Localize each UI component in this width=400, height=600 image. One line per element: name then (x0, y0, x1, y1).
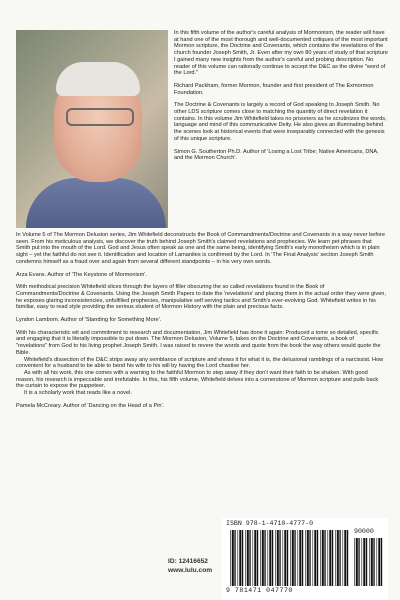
barcode-bar (358, 538, 359, 586)
barcode-bar (247, 530, 249, 586)
barcode-bar (363, 538, 365, 586)
credit-packham: Richard Packham, former Mormon, founder and first president of The Exmormon Foundation. (174, 82, 374, 96)
barcode-bar (347, 530, 348, 586)
barcode-bar (253, 530, 254, 586)
barcode-bar (264, 530, 265, 586)
barcode-bar (339, 530, 340, 586)
barcode-bar (294, 530, 295, 586)
barcode-bar (378, 538, 380, 586)
barcode-bar (317, 530, 318, 586)
barcode-bar (292, 530, 294, 586)
barcode-bar (307, 530, 309, 586)
barcode-bar (298, 530, 299, 586)
review-mccreary-1: With his characteristic wit and commitment to research and documentation, Jim Whitefield has done it again: Produced a tome so detailed, specific and engaging that it is literally impossible to put down. The Mormon Delusion, Volume 5, takes on the Doctrine and Covenants, a book of "revelations" from God to his living prophet Joseph Smith. I was raised to revere the words and quote from the book the way others would quote the Bible. (16, 329, 381, 356)
barcode-bar (260, 530, 261, 586)
publisher-url: www.lulu.com (168, 567, 213, 574)
barcode-bar (369, 538, 370, 586)
barcode-block (222, 518, 388, 600)
barcode-bar (381, 538, 382, 586)
barcode-bar (249, 530, 250, 586)
barcode-bar (362, 538, 363, 586)
review-southerton: The Doctrine & Covenants is largely a record of God speaking to Joseph Smith. No other LDS scripture comes close to matching the quantity of direct revelation it contains. In this volume Jim Whitefield takes no prisoners as he scrutinizes the words, language and mind of this communicative Deity. He also gives an illuminating behind the scenes look at historical events that were inseparably connected with the genesis of this unique scripture. (174, 102, 387, 142)
credit-mccreary: Pamela McCreary. Author of 'Dancing on the Head of a Pin'. (16, 402, 165, 409)
barcode-bar (373, 538, 374, 586)
review-packham: In this fifth volume of the author's careful analysis of Mormonism, the reader will have at hand one of the most thorough and well-documented critiques of the most important Mormon scripture, the Doctrine and Covenants, which contains the revelations of the church founder Joseph Smith, Jr. Even after my own 80 years of study of that scripture I gained many new insights from the author's careful and probing description. No reader of this volume can rationally continue to accept the D&C as the divine "word of the Lord." (174, 30, 388, 77)
barcode-bar (337, 530, 339, 586)
barcode-bar (268, 530, 269, 586)
barcode-bar (230, 530, 231, 586)
barcode-bar (302, 530, 303, 586)
barcode-bar (269, 530, 271, 586)
barcode-bar (329, 530, 331, 586)
barcode-bar (371, 538, 373, 586)
barcode-bar (328, 530, 329, 586)
review-mccreary-3: As with all his work, this one comes with a warning to the faithful Mormon to step away if they don't want their faith to be shaken. With good reason, his research is impeccable and irrefutable. In this, his fifth volume, Whitefield delves into a cornerstone of Mormon scripture and pulls back the curtain to expose the puppeteer. (16, 369, 379, 390)
review-lamborn: With methodical precision Whitefield slices through the layers of filler obscuring the so called revelations found in the Book of Commandments/Doctrine & Covenants. Using the Joseph Smith Papers to date the 'revelations' and placing them in the actual order they were given, he exposes glaring inconsistencies, unfulfilled prophecies, manipulative self serving tactics and Smith's ever-evolving God. Whitefield writes in his familiar, easy to read style providing the serious student of Mormon History with the plain and precious facts. (16, 284, 386, 311)
author-photo (16, 30, 168, 228)
barcode-bar (313, 530, 314, 586)
credit-evans: Arza Evans. Author of 'The Keystone of Mormonism'. (16, 271, 147, 278)
barcode-bar (275, 530, 276, 586)
barcode-bar (366, 538, 367, 586)
barcode-bar (309, 530, 310, 586)
barcode-bar (239, 530, 241, 586)
barcode-bar (377, 538, 378, 586)
barcode-bar (322, 530, 324, 586)
barcode-bar (320, 530, 321, 586)
barcode-bar (283, 530, 284, 586)
barcode-bar (343, 530, 344, 586)
barcode-bar (272, 530, 273, 586)
barcode-main-bars (230, 530, 350, 586)
barcode-bar (335, 530, 336, 586)
barcode-bar (287, 530, 288, 586)
review-mccreary-2: Whitefield's dissection of the D&C strips away any semblance of scripture and shows it for what it is, the delusional ramblings of a narcissist. How convenient for a husband to be able to bend his wife to his will by having the Lord chastise her. (16, 356, 384, 370)
barcode-bar (344, 530, 346, 586)
barcode-bar (332, 530, 333, 586)
barcode-bar (242, 530, 243, 586)
review-mccreary-4: It is a scholarly work that reads like a novel. (24, 390, 132, 397)
barcode-bar (232, 530, 234, 586)
author-photo-shirt (26, 178, 166, 228)
barcode-bar (290, 530, 291, 586)
barcode-bar (254, 530, 256, 586)
right-column-reviews (174, 30, 388, 168)
barcode-bar (238, 530, 239, 586)
isbn-text: ISBN 978-1-4710-4777-0 (226, 520, 314, 527)
barcode-bar (284, 530, 286, 586)
barcode-bar (234, 530, 235, 586)
price-code: 90000 (354, 528, 374, 535)
barcode-bar (262, 530, 264, 586)
barcode-digits: 9 781471 047770 (226, 587, 293, 594)
barcode-bar (279, 530, 280, 586)
credit-lamborn: Lyndon Lamborn. Author of 'Standing for Something More'. (16, 317, 162, 324)
full-width-reviews (16, 232, 386, 415)
author-photo-hair (56, 62, 140, 96)
publisher-id: ID: 12416652 (168, 558, 208, 565)
barcode-bar (356, 538, 358, 586)
barcode-bar (257, 530, 258, 586)
barcode-bar (277, 530, 279, 586)
barcode-bar (354, 538, 355, 586)
barcode-addon-bars (354, 538, 384, 586)
barcode-bar (245, 530, 246, 586)
barcode-bar (324, 530, 325, 586)
barcode-bar (299, 530, 301, 586)
review-evans: In Volume 5 of The Mormon Delusion series, Jim Whitefield deconstructs the Book of Commandments/Doctrine and Covenants in a way never before seen. From his meticulous analysis, we discover the truth behind Joseph Smith's claimed revelations and prophecies. We learn pet phrases that Smith put into the mouth of the Lord. God and Jesus often speak as one and the same being, identifying Smith's early monotheism which is in plain sight – yet the faithful do not see it. Identification and location of Lamanites is confirmed by the Lord. In 'The Final Analysis' section Joseph Smith condemns himself as a fraud over and again from several different standpoints – in his very own words. (16, 232, 385, 265)
author-photo-glasses (66, 108, 134, 126)
barcode-bar (305, 530, 306, 586)
barcode-bar (314, 530, 316, 586)
credit-southerton: Simon G. Southerton Ph.D. Author of 'Losing a Lost Tribe; Native Americans, DNA, and the Mormon Church'. (174, 148, 379, 162)
